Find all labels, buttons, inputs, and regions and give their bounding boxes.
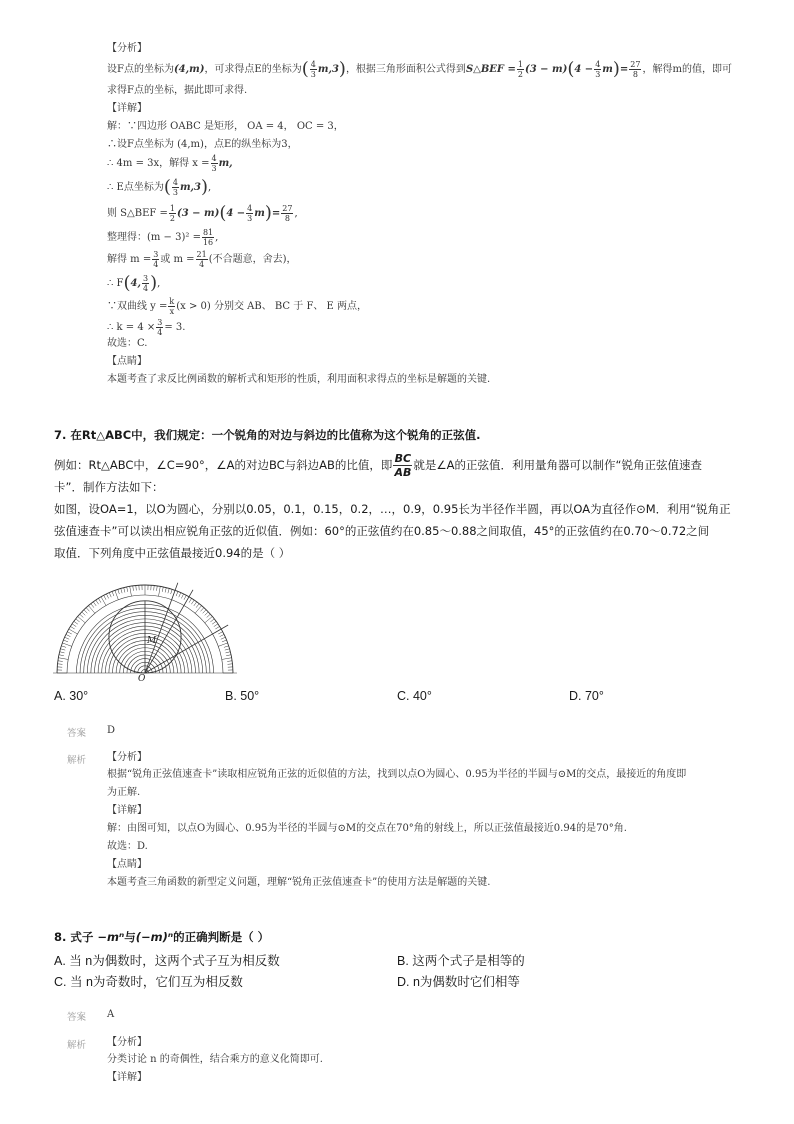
degree-tick — [205, 616, 213, 622]
degree-tick — [227, 661, 232, 662]
option-d[interactable]: D. 70° — [569, 689, 604, 703]
detail-line: 故选：C. — [107, 338, 148, 349]
detail-line: ∴ 4m = 3x，解得 x = $\frac{4}{3}$ m, — [107, 154, 233, 173]
degree-tick — [225, 649, 230, 650]
question-7-text: 弦值速查卡”可以读出相应锐角正弦的近似值．例如：60°的正弦值约在0.85～0.88之间取值，45°的正弦值约在0.70～0.72之间 — [54, 524, 710, 538]
degree-tick — [93, 602, 96, 606]
degree-tick — [72, 624, 76, 627]
detail-line: 则 S△BEF = $\frac{1}{2}$ (3 − m)(4 − $\frac{4}{3}$ m)= $\frac{27}{8}$ , — [107, 202, 298, 224]
degree-tick — [184, 595, 186, 599]
degree-tick — [220, 634, 224, 636]
degree-tick — [106, 594, 108, 598]
degree-tick — [226, 655, 231, 656]
degree-tick — [78, 616, 86, 622]
option-a[interactable]: A. 当 n为偶数时，这两个式子互为相反数 — [54, 954, 280, 968]
degree-tick — [60, 649, 65, 650]
degree-tick — [221, 637, 226, 639]
degree-tick — [203, 610, 206, 614]
degree-tick — [59, 655, 64, 656]
degree-tick — [214, 624, 218, 627]
degree-tick — [66, 634, 70, 636]
degree-tick — [218, 632, 222, 634]
option-c[interactable]: C. 40° — [397, 689, 432, 703]
degree-tick — [104, 595, 106, 599]
detail-heading: 【详解】 — [107, 805, 147, 816]
degree-tick — [181, 594, 183, 598]
degree-tick — [58, 658, 68, 660]
question-8-title: 8. 式子 −mⁿ与(−m)ⁿ的正确判断是（ ） — [54, 930, 270, 944]
question-7-text: 例如：Rt△ABC中，∠C=90°，∠A的对边BC与斜边AB的比值，即 $\frac{BC}{AB}$ 就是∠A的正弦值．利用量角器可以制作“锐角正弦值速查 — [54, 452, 702, 479]
degree-tick — [63, 640, 68, 642]
figure-label-m: M — [147, 636, 157, 646]
degree-tick — [115, 590, 118, 599]
degree-tick — [165, 588, 166, 593]
degree-tick — [88, 606, 94, 614]
option-d[interactable]: D. n为偶数时它们相等 — [397, 975, 520, 989]
degree-tick — [98, 598, 101, 602]
detail-line: ∴ E点坐标为( $\frac{4}{3}$ m,3), — [107, 176, 212, 198]
degree-tick — [168, 588, 169, 593]
degree-tick — [171, 589, 173, 594]
degree-tick — [62, 643, 71, 646]
detail-line: ∴设F点坐标为 (4,m)，点E的纵坐标为3， — [107, 139, 298, 150]
degree-tick — [74, 621, 78, 624]
option-a[interactable]: A. 30° — [54, 689, 89, 703]
degree-tick — [58, 661, 63, 662]
degree-tick — [218, 643, 227, 646]
degree-tick — [133, 586, 134, 591]
degree-tick — [222, 658, 232, 660]
analysis-label: 解析 — [67, 1040, 87, 1051]
degree-tick — [194, 602, 197, 606]
degree-tick — [112, 591, 114, 596]
question-7-text: 取值．下列角度中正弦值最接近0.94的是（ ） — [54, 546, 291, 560]
question-7-text: 卡”．制作方法如下： — [54, 480, 164, 494]
option-c[interactable]: C. 当 n为奇数时，它们互为相反数 — [54, 975, 243, 989]
degree-tick — [67, 632, 71, 634]
analysis-line: 分类讨论 n 的奇偶性，结合乘方的意义化简即可. — [107, 1054, 323, 1065]
detail-line: ∴ k = 4 × $\frac{3}{4}$ = 3. — [107, 318, 186, 337]
analysis-heading: 【分析】 — [107, 43, 147, 54]
comment-line: 本题考查了求反比例函数的解析式和矩形的性质，利用面积求得点的坐标是解题的关键. — [107, 374, 491, 385]
degree-tick — [189, 598, 192, 602]
degree-tick — [222, 640, 227, 642]
analysis-label: 解析 — [67, 755, 87, 766]
degree-tick — [70, 626, 74, 629]
figure-label-o: O — [138, 674, 146, 684]
degree-tick — [157, 586, 158, 591]
degree-tick — [121, 588, 122, 593]
degree-tick — [210, 619, 214, 622]
degree-tick — [212, 621, 216, 624]
degree-tick — [127, 587, 128, 592]
degree-tick — [215, 626, 219, 629]
analysis-line: 为正解. — [107, 787, 141, 798]
comment-heading: 【点睛】 — [107, 859, 147, 870]
degree-tick — [159, 586, 161, 596]
angle-ray — [145, 590, 193, 673]
detail-line: 整理得：(m − 3)² = $\frac{81}{16}$ , — [107, 228, 219, 247]
detail-heading: 【详解】 — [107, 1072, 147, 1083]
degree-tick — [179, 593, 181, 598]
degree-tick — [228, 664, 233, 665]
detail-line: 解得 m = $\frac{3}{4}$ 或 m = $\frac{21}{4}$ (不合题意，舍去)， — [107, 250, 297, 269]
detail-line: ∴ F(4, $\frac{3}{4}$ ), — [107, 272, 161, 294]
option-b[interactable]: B. 50° — [225, 689, 260, 703]
question-7-text: 如图，设OA=1，以O为圆心，分别以0.05，0.1，0.15，0.2，…，0.9，0.95长为半径作半圆，再以OA为直径作⊙M．利用“锐角正 — [54, 502, 731, 516]
degree-tick — [205, 612, 209, 615]
analysis-line: 设F点的坐标为(4,m)，可求得点E的坐标为( $\frac{4}{3}$ m,3)，根据三角形面积公式得到S△BEF = $\frac{1}{2}$ (3 − m)(4 − $\frac{4}{3}$ m)= $\frac{27}{8}$ ，解得m的值，即可 — [107, 58, 732, 80]
option-b[interactable]: B. 这两个式子是相等的 — [397, 954, 525, 968]
degree-tick — [191, 600, 194, 604]
analysis-heading: 【分析】 — [107, 1037, 147, 1048]
degree-tick — [162, 587, 163, 592]
protractor-figure — [50, 575, 250, 685]
degree-tick — [96, 600, 99, 604]
detail-line: 解：∵四边形 OABC 是矩形， OA = 4， OC = 3， — [107, 121, 344, 132]
degree-tick — [86, 608, 89, 612]
analysis-line: 求得F点的坐标，据此即可求得. — [107, 85, 248, 96]
degree-tick — [130, 586, 132, 596]
degree-tick — [154, 585, 155, 590]
degree-tick — [136, 585, 137, 590]
analysis-line: 根据“锐角正弦值速查卡”读取相应锐角正弦的近似值的方法，找到以点O为圆心、0.95为半径的半圆与⊙M的交点，最接近的角度即 — [107, 769, 687, 780]
degree-tick — [224, 646, 229, 648]
degree-tick — [61, 646, 66, 648]
detail-line: 故选：D. — [107, 841, 148, 852]
degree-tick — [124, 588, 125, 593]
question-7-title: 7. 在Rt△ABC中，我们规定：一个锐角的对边与斜边的比值称为这个锐角的正弦值. — [54, 428, 481, 442]
degree-tick — [65, 637, 70, 639]
degree-tick — [196, 604, 199, 608]
degree-tick — [201, 608, 204, 612]
analysis-heading: 【分析】 — [107, 752, 147, 763]
degree-tick — [195, 606, 201, 614]
detail-line: ∵双曲线 y = $\frac{k}{x}$ (x > 0) 分别交 AB、 BC 于 F、 E 两点， — [107, 297, 368, 316]
degree-tick — [118, 589, 120, 594]
degree-tick — [84, 610, 87, 614]
angle-ray — [145, 625, 228, 673]
degree-tick — [82, 612, 86, 615]
answer-label: 答案 — [67, 728, 87, 739]
comment-heading: 【点睛】 — [107, 356, 147, 367]
degree-tick — [57, 664, 62, 665]
answer-value: A — [107, 1009, 115, 1020]
degree-tick — [76, 619, 80, 622]
degree-tick — [176, 591, 178, 596]
degree-tick — [207, 614, 211, 617]
degree-tick — [226, 652, 231, 653]
comment-line: 本题考查三角函数的新型定义问题，理解“锐角正弦值速查卡”的使用方法是解题的关键. — [107, 877, 491, 888]
answer-label: 答案 — [67, 1012, 87, 1023]
detail-line: 解：由图可知，以点O为圆心、0.95为半径的半圆与⊙M的交点在70°角的射线上，所以正弦值最接近0.94的是70°角. — [107, 823, 627, 834]
degree-tick — [109, 593, 111, 598]
degree-tick — [80, 614, 84, 617]
answer-value: D — [107, 725, 116, 736]
degree-tick — [91, 604, 94, 608]
detail-heading: 【详解】 — [107, 103, 147, 114]
degree-tick — [60, 652, 65, 653]
